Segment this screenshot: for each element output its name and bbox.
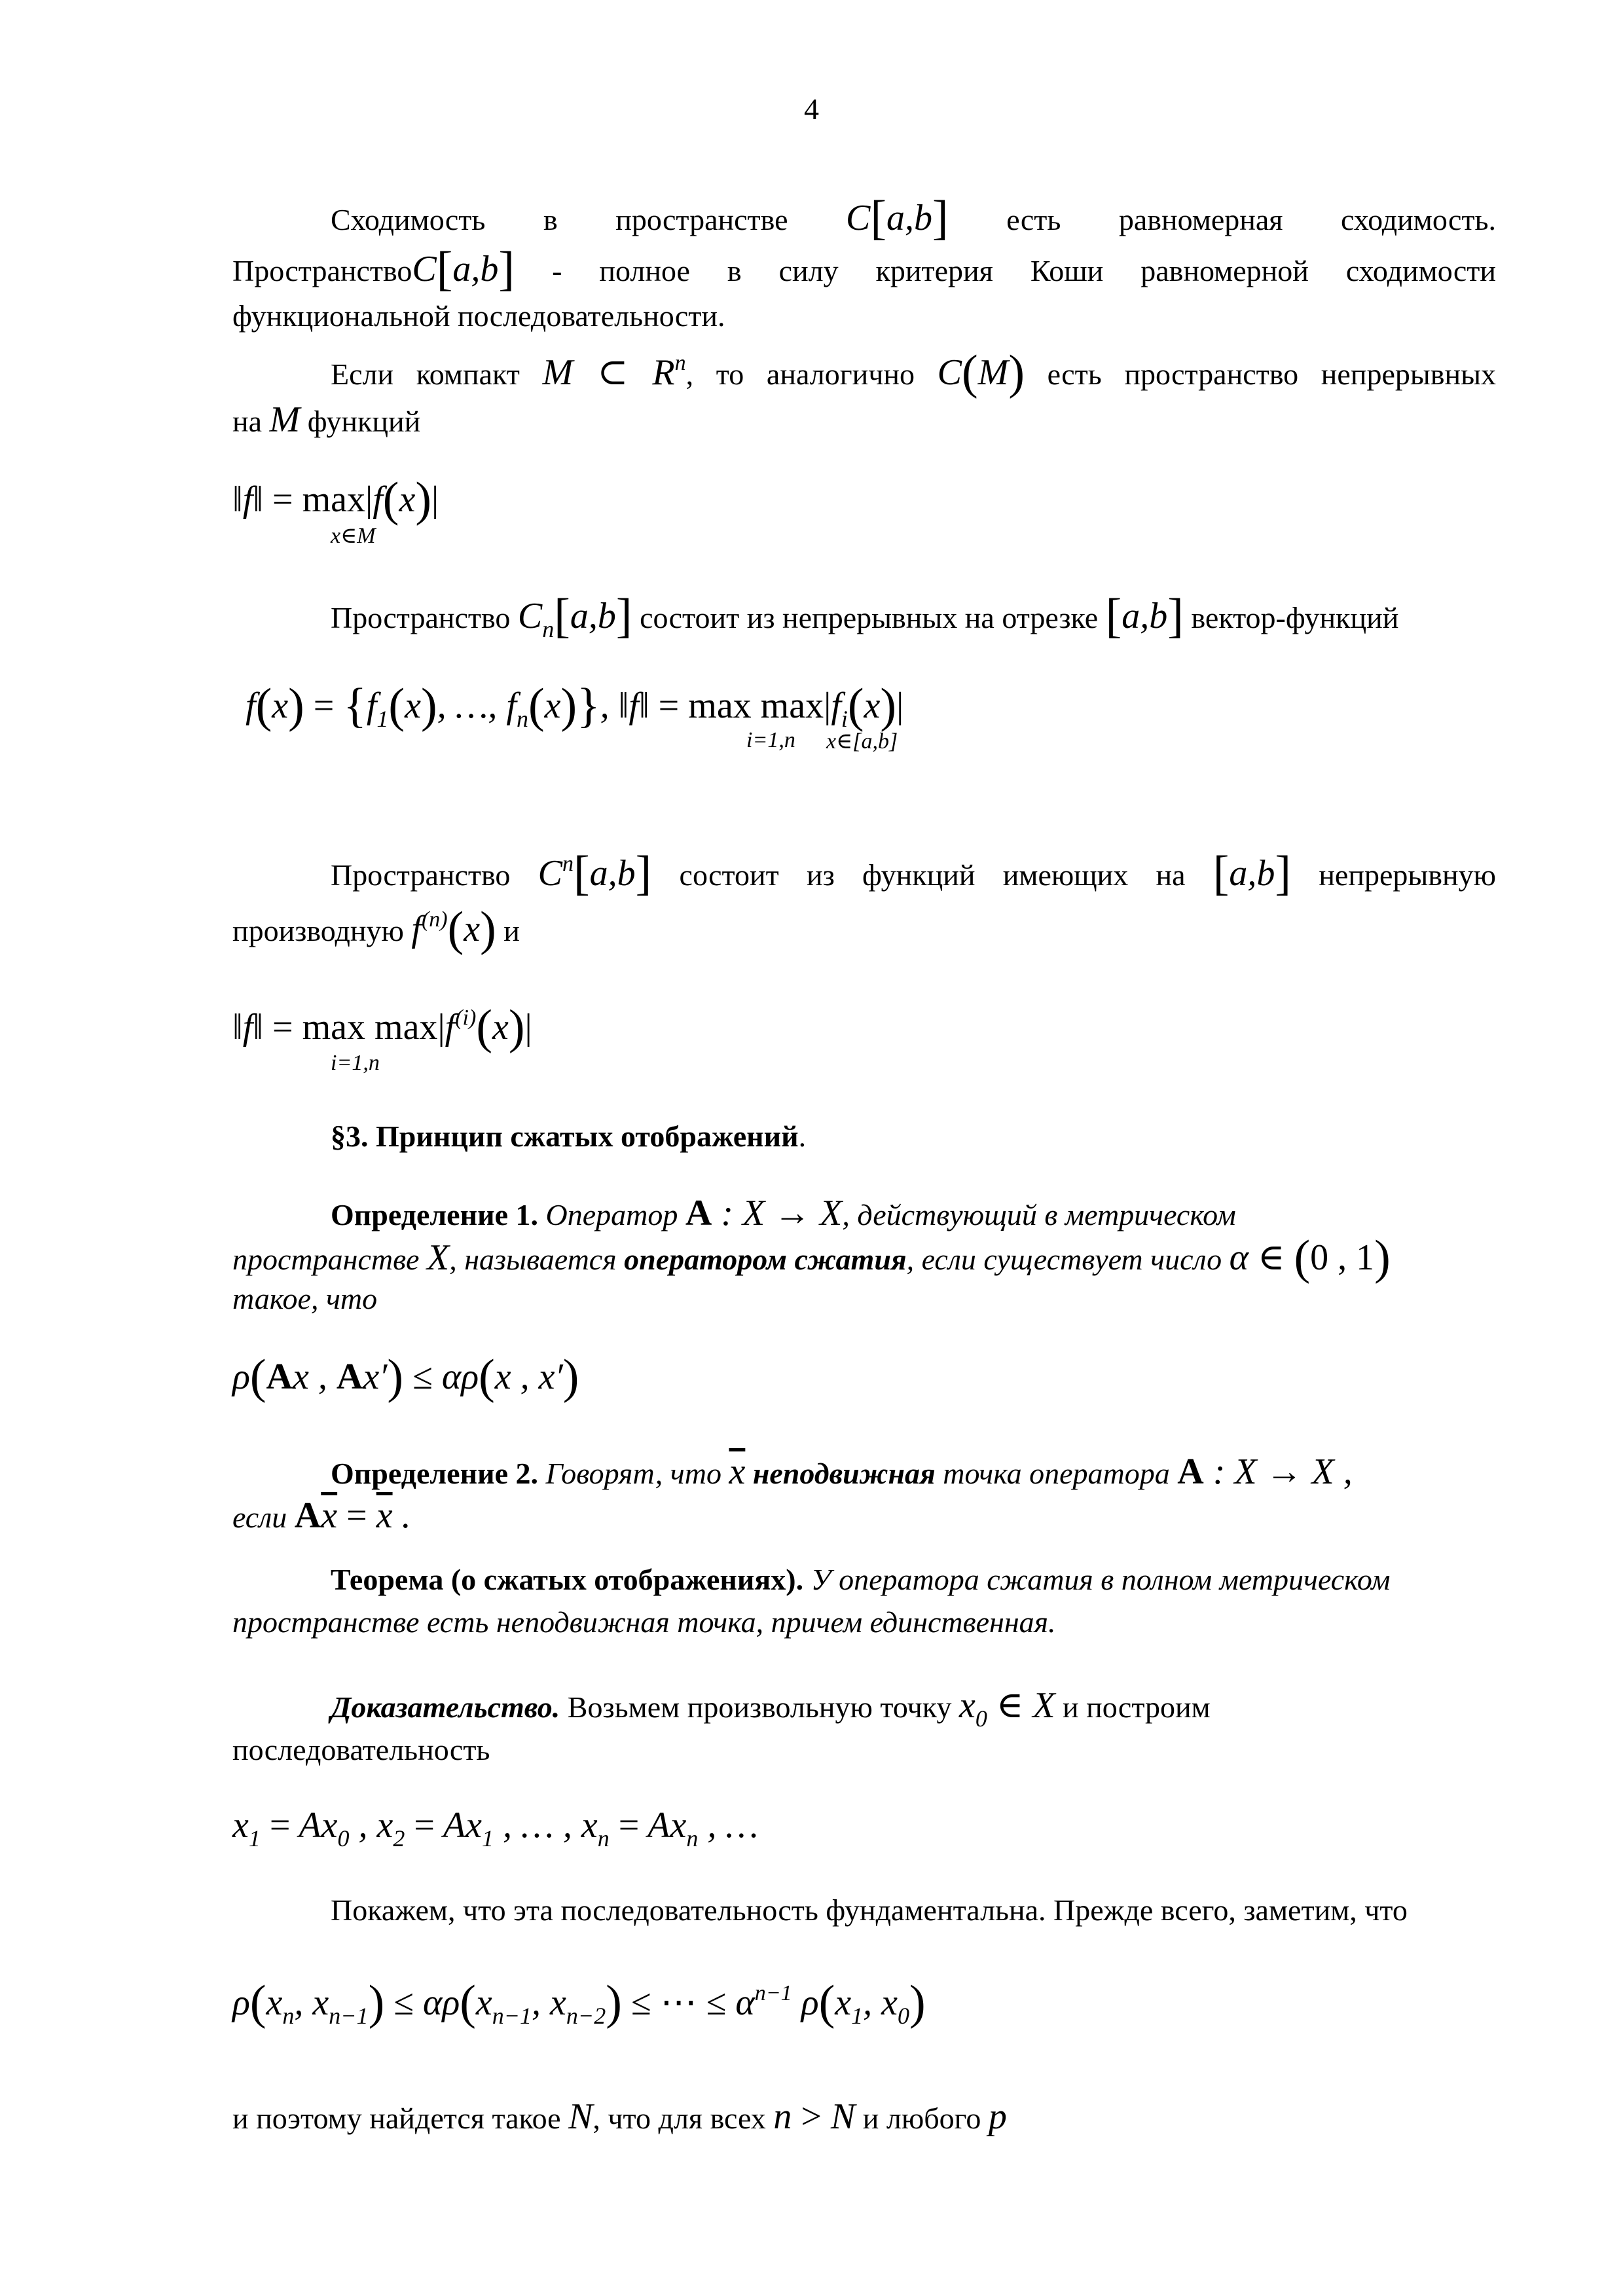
formula-x-bar: $\overline{x}$ (729, 1451, 746, 1492)
formula-p: p (988, 2096, 1007, 2137)
formula-M: M (269, 399, 301, 440)
formula-x0-in-X: $x_0$ ∈ X (959, 1685, 1055, 1732)
para4-line1: Пространство $C^n[a,b]$ состоит из функций имеющих на [a,b] непрерывную (331, 847, 1496, 900)
para2-line2: на M функций (232, 399, 421, 440)
para2-line1 (331, 346, 1497, 399)
theorem-line1: Теорема (о сжатых отображениях). У оператора сжатия в полном метрическом (331, 1563, 1391, 1596)
word: сходимость. (1341, 203, 1497, 236)
def1-line1: Определение 1. Оператор A : X → X, действующий в метрическом (331, 1193, 1236, 1233)
para2-intro: Если компакт (331, 357, 520, 391)
formula-n-gt-N: n > N (773, 2096, 856, 2137)
word: есть (1006, 203, 1061, 236)
formula-segment-ab: [a,b] (1105, 589, 1184, 643)
proof-line2: последовательность (232, 1733, 490, 1766)
formula-operator-A-2: A : X → X , (1177, 1451, 1353, 1492)
para2-rest: есть пространство непрерывных (1047, 357, 1497, 391)
def2-line2: если $A\overline{x} = \overline{x}$ . (232, 1495, 411, 1536)
formula-fixed-point: $A\overline{x} = \overline{x}$ . (294, 1495, 411, 1536)
formula-alpha-interval: α ∈ (0 , 1) (1229, 1231, 1391, 1285)
def1-line2: пространстве X, называется оператором сжатия, если существует число α ∈ (0 , 1) (232, 1231, 1391, 1285)
section-title: §3. Принцип сжатых отображений. (331, 1120, 807, 1153)
formula-vector-subscript-i: i=1,n (746, 728, 795, 752)
word: равномерная (1118, 203, 1283, 236)
para1-line3: функциональной последовательности. (232, 299, 725, 333)
formula-segment-ab: [a,b] (1213, 847, 1292, 900)
formula-norm-max-M: ‖f‖ = max|f(x)| (232, 473, 439, 526)
para1-space-label: ПространствоC[a,b] (232, 242, 515, 296)
formula-vector-function: $f(x) = \{f_1(x)$, …, $f_n(x)$}, ‖f‖ = $\max \max|f_i(x)|$ (246, 679, 904, 733)
para1-line2 (232, 242, 1496, 296)
word: в (543, 203, 558, 236)
formula-contraction: ρ(Ax , Ax′) ≤ αρ(x , x′) (232, 1350, 579, 1404)
formula-M-subset-Rn: M ⊂ $R^n$ (542, 351, 686, 393)
formula-sequence: $x_1 = Ax_0$ , $x_2 = Ax_1$ , … , $x_n = Ax_n$ , … (232, 1805, 759, 1851)
formula-Cn-sup-ab: $C^n[a,b]$ (538, 847, 652, 900)
para3-line1: Пространство $C_n[a,b]$ состоит из непрерывных на отрезке [a,b] вектор-функций (331, 589, 1399, 643)
def1-line3: такое, что (232, 1282, 378, 1315)
formula-chain-inequality: $\rho(x_n$, $x_{n-1}) \le \alpha\rho(x_{n-1}$, $x_{n-2}$) ≤ ⋯ ≤ $\alpha^{n-1}$ $\rho(x_1$, $x_0$) (232, 1976, 926, 2030)
formula-vector-subscript-x: x∈[a,b] (826, 729, 898, 754)
para1-line2-text: - полное в силу критерия Коши равномерной сходимости (552, 254, 1496, 287)
formula-C-M: C(M) (937, 346, 1025, 399)
formula-operator-A: A : X → X (685, 1193, 843, 1233)
para1-line1 (331, 191, 1497, 245)
para6-line1: и поэтому найдется такое N, что для всех n > N и любого p (232, 2096, 1007, 2137)
formula-Cn-ab: $C_n[a,b]$ (517, 589, 632, 643)
para2-mid: , то аналогично (685, 357, 915, 391)
def2-line1: Определение 2. Говорят, что $\overline{x}$ неподвижная точка оператора A : X → X , (331, 1451, 1353, 1492)
formula-X: X (426, 1237, 450, 1278)
page-number: 4 (804, 92, 819, 126)
formula-norm-max-M-subscript: x∈M (331, 524, 376, 548)
para4-line2: производную $f^{(n)}(x)$ и (232, 902, 520, 956)
theorem-line2: пространстве есть неподвижная точка, причем единственная. (232, 1605, 1056, 1639)
para5-line1: Покажем, что эта последовательность фундаментальна. Прежде всего, заметим, что (331, 1893, 1408, 1927)
formula-nth-derivative: $f^{(n)}(x)$ (411, 902, 496, 956)
proof-line1: Доказательство. Возьмем произвольную точку $x_0$ ∈ X и построим (331, 1685, 1211, 1732)
formula-N: N (568, 2096, 593, 2137)
formula-deriv-norm: ‖f‖ = $\max \max|f^{(i)}(x)|$ (232, 1000, 532, 1054)
formula-deriv-subscript: i=1,n (331, 1051, 380, 1075)
formula-C-ab: C[a,b] (846, 191, 949, 245)
word: пространстве (615, 203, 788, 236)
word: Сходимость (331, 203, 486, 236)
